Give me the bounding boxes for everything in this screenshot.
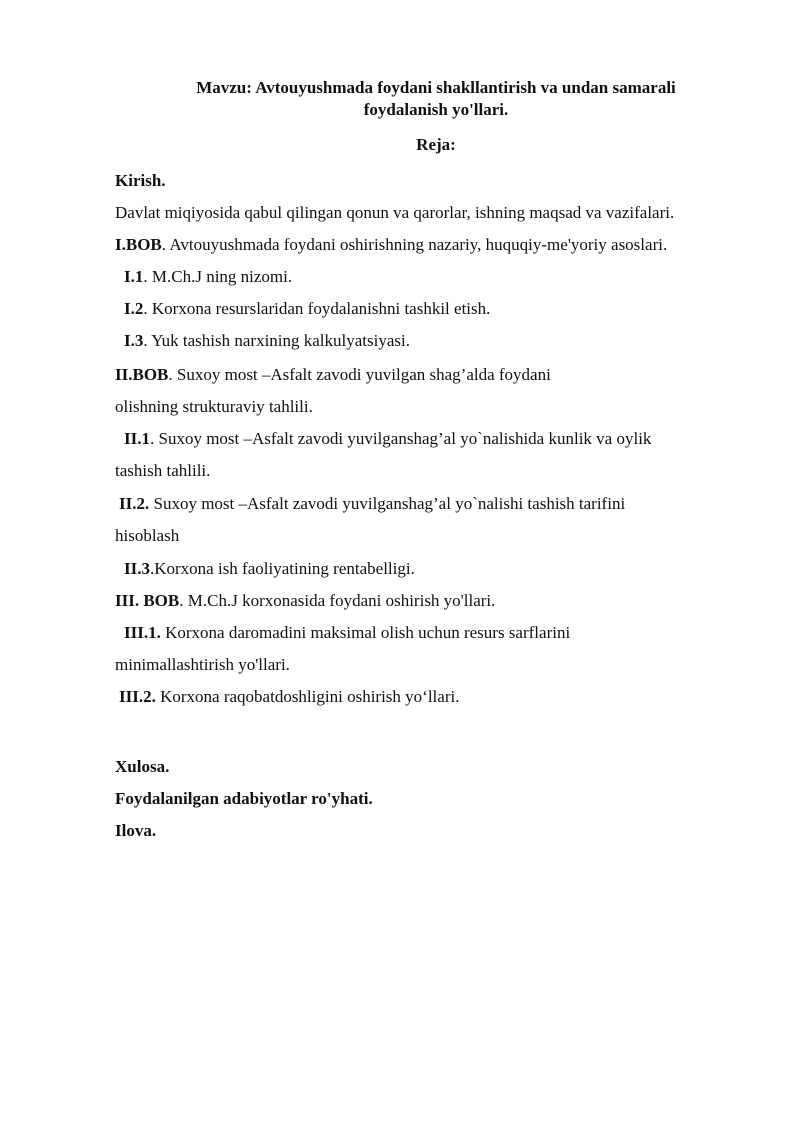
- item-text: Suxoy most –Asfalt zavodi yuvilganshag’al yo`nalishi tashish tarifini: [149, 494, 626, 513]
- item-text: . Yuk tashish narxining kalkulyatsiyasi.: [143, 331, 410, 350]
- item-number: I.3: [124, 331, 144, 350]
- item-number: II.1: [124, 429, 150, 448]
- chapter2-label: II.BOB: [115, 365, 169, 384]
- chapter1-label: I.BOB: [115, 235, 162, 254]
- chapter2-title: . Suxoy most –Asfalt zavodi yuvilgan shag’alda foydani: [168, 365, 551, 384]
- item-text: .Korxona ish faoliyatining rentabelligi.: [149, 559, 415, 578]
- chapter1-item-1: [124, 266, 292, 288]
- chapter1-line: [115, 234, 667, 256]
- title-line-1: Mavzu: Avtouyushmada foydani shakllantirish va undan samarali: [196, 78, 676, 97]
- chapter2-title-cont: olishning strukturaviy tahlili.: [115, 397, 313, 416]
- item-number: III.1.: [124, 623, 161, 642]
- chapter1-item-3: [124, 330, 410, 352]
- chapter2-item-1: [124, 428, 651, 450]
- chapter3-item-1: [124, 622, 570, 644]
- chapter2-item-1-cont: tashish tahlili.: [115, 461, 211, 480]
- conclusion-heading: Xulosa.: [115, 757, 170, 776]
- item-text: Korxona daromadini maksimal olish uchun resurs sarflarini: [160, 623, 571, 642]
- intro-heading: Kirish.: [115, 171, 166, 190]
- item-text: . M.Ch.J ning nizomi.: [143, 267, 293, 286]
- appendix-heading: Ilova.: [115, 821, 157, 840]
- chapter3-label: III. BOB: [115, 591, 180, 610]
- intro-text: Davlat miqiyosida qabul qilingan qonun va qarorlar, ishning maqsad va vazifalari.: [115, 203, 675, 222]
- item-number: III.2.: [119, 687, 156, 706]
- item-number: II.3: [124, 559, 150, 578]
- item-text: . Suxoy most –Asfalt zavodi yuvilganshag’al yo`nalishida kunlik va oylik: [149, 429, 652, 448]
- item-number: II.2.: [119, 494, 150, 513]
- chapter2-item-2: [119, 493, 625, 515]
- chapter3-item-2: [119, 686, 459, 708]
- chapter2-line: [115, 364, 551, 386]
- chapter3-title: . M.Ch.J korxonasida foydani oshirish yo'llari.: [179, 591, 496, 610]
- item-text: . Korxona resurslaridan foydalanishni tashkil etish.: [143, 299, 491, 318]
- item-number: I.1: [124, 267, 144, 286]
- item-text: Korxona raqobatdoshligini oshirish yo‘llari.: [155, 687, 460, 706]
- title-line-2: foydalanish yo'llari.: [363, 100, 509, 119]
- references-heading: Foydalanilgan adabiyotlar ro'yhati.: [115, 789, 373, 808]
- chapter3-item-1-cont: minimallashtirish yo'llari.: [115, 655, 290, 674]
- chapter1-title: . Avtouyushmada foydani oshirishning nazariy, huquqiy-me'yoriy asoslari.: [161, 235, 668, 254]
- chapter1-item-2: [124, 298, 490, 320]
- chapter2-item-2-cont: hisoblash: [115, 526, 180, 545]
- item-number: I.2: [124, 299, 144, 318]
- plan-heading: Reja:: [416, 135, 456, 154]
- chapter2-item-3: [124, 558, 415, 580]
- chapter3-line: [115, 590, 495, 612]
